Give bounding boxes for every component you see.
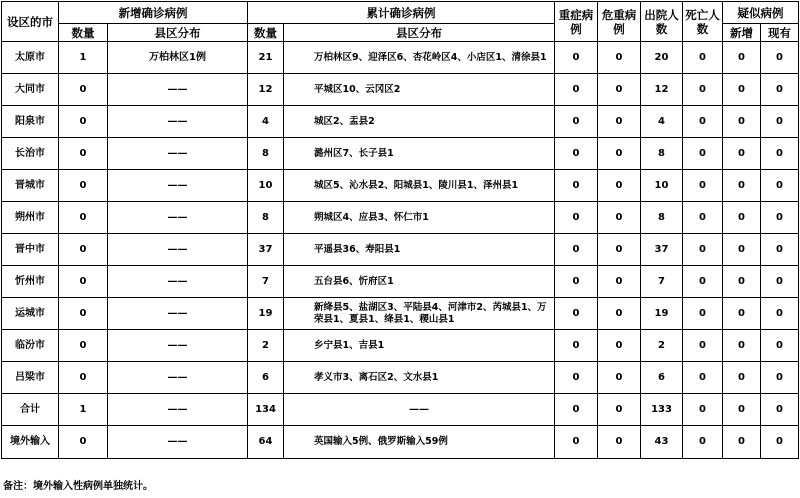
city-cell: 运城市 <box>2 298 59 330</box>
deaths-cell: 0 <box>683 138 723 170</box>
cum-count-cell: 4 <box>248 106 284 138</box>
cum-count-cell: 2 <box>248 330 284 362</box>
discharged-cell: 8 <box>641 138 683 170</box>
critical-cell: 0 <box>598 362 641 394</box>
new-district-cell: 万柏林区1例 <box>108 42 248 74</box>
suspected-current-cell: 0 <box>761 394 799 426</box>
deaths-cell: 0 <box>683 362 723 394</box>
critical-cell: 0 <box>598 170 641 202</box>
discharged-cell: 37 <box>641 234 683 266</box>
new-count-cell: 0 <box>59 138 108 170</box>
deaths-cell: 0 <box>683 106 723 138</box>
header-discharged: 出院人数 <box>641 2 683 42</box>
new-district-cell: —— <box>108 298 248 330</box>
new-count-cell: 0 <box>59 74 108 106</box>
cum-count-cell: 19 <box>248 298 284 330</box>
header-new-count: 数量 <box>59 24 108 42</box>
header-severe: 重症病例 <box>555 2 598 42</box>
suspected-current-cell: 0 <box>761 138 799 170</box>
discharged-cell: 4 <box>641 106 683 138</box>
deaths-cell: 0 <box>683 266 723 298</box>
suspected-current-cell: 0 <box>761 426 799 459</box>
new-count-cell: 0 <box>59 362 108 394</box>
critical-cell: 0 <box>598 394 641 426</box>
deaths-cell: 0 <box>683 234 723 266</box>
header-suspected-current: 现有 <box>761 24 799 42</box>
severe-cell: 0 <box>555 42 598 74</box>
severe-cell: 0 <box>555 170 598 202</box>
new-count-cell: 0 <box>59 106 108 138</box>
cum-count-cell: 10 <box>248 170 284 202</box>
new-district-cell: —— <box>108 106 248 138</box>
suspected-current-cell: 0 <box>761 202 799 234</box>
discharged-cell: 19 <box>641 298 683 330</box>
new-count-cell: 0 <box>59 298 108 330</box>
discharged-cell: 43 <box>641 426 683 459</box>
cum-district-cell: 城区2、盂县2 <box>284 106 555 138</box>
critical-cell: 0 <box>598 138 641 170</box>
cum-district-cell: 乡宁县1、吉县1 <box>284 330 555 362</box>
cum-count-cell: 7 <box>248 266 284 298</box>
new-district-cell: —— <box>108 138 248 170</box>
city-cell: 长治市 <box>2 138 59 170</box>
table-row <box>2 138 799 170</box>
header-new-district: 县区分布 <box>108 24 248 42</box>
suspected-current-cell: 0 <box>761 42 799 74</box>
table-row <box>2 362 799 394</box>
city-cell: 吕梁市 <box>2 362 59 394</box>
suspected-new-cell: 0 <box>723 426 761 459</box>
case-statistics-table <box>1 1 799 459</box>
total-row <box>2 394 799 426</box>
discharged-cell: 6 <box>641 362 683 394</box>
cum-district-cell: 潞州区7、长子县1 <box>284 138 555 170</box>
new-district-cell: —— <box>108 330 248 362</box>
footnote: 备注：境外输入性病例单独统计。 <box>3 481 153 492</box>
header-critical: 危重病例 <box>598 2 641 42</box>
deaths-cell: 0 <box>683 394 723 426</box>
table-row <box>2 170 799 202</box>
header-suspected-new: 新增 <box>723 24 761 42</box>
critical-cell: 0 <box>598 106 641 138</box>
severe-cell: 0 <box>555 394 598 426</box>
new-count-cell: 0 <box>59 330 108 362</box>
cum-count-cell: 37 <box>248 234 284 266</box>
suspected-current-cell: 0 <box>761 330 799 362</box>
suspected-new-cell: 0 <box>723 170 761 202</box>
city-cell: 合计 <box>2 394 59 426</box>
new-district-cell: —— <box>108 202 248 234</box>
cum-count-cell: 64 <box>248 426 284 459</box>
critical-cell: 0 <box>598 42 641 74</box>
deaths-cell: 0 <box>683 298 723 330</box>
discharged-cell: 10 <box>641 170 683 202</box>
suspected-current-cell: 0 <box>761 266 799 298</box>
suspected-new-cell: 0 <box>723 394 761 426</box>
new-district-cell: —— <box>108 362 248 394</box>
city-cell: 晋中市 <box>2 234 59 266</box>
cum-district-cell: 新绛县5、盐湖区3、平陆县4、河津市2、芮城县1、万荣县1、夏县1、绛县1、稷山县1 <box>284 298 555 330</box>
city-cell: 大同市 <box>2 74 59 106</box>
city-cell: 境外输入 <box>2 426 59 459</box>
severe-cell: 0 <box>555 74 598 106</box>
suspected-new-cell: 0 <box>723 330 761 362</box>
header-suspected: 疑似病例 <box>723 2 799 24</box>
critical-cell: 0 <box>598 298 641 330</box>
discharged-cell: 8 <box>641 202 683 234</box>
discharged-cell: 2 <box>641 330 683 362</box>
critical-cell: 0 <box>598 74 641 106</box>
cum-district-cell: 五台县6、忻府区1 <box>284 266 555 298</box>
new-count-cell: 0 <box>59 426 108 459</box>
imported-row <box>2 426 799 459</box>
header-cum-district: 县区分布 <box>284 24 555 42</box>
critical-cell: 0 <box>598 426 641 459</box>
new-district-cell: —— <box>108 426 248 459</box>
table-row <box>2 202 799 234</box>
cum-count-cell: 8 <box>248 202 284 234</box>
discharged-cell: 12 <box>641 74 683 106</box>
severe-cell: 0 <box>555 298 598 330</box>
table-row <box>2 42 799 74</box>
cum-district-cell: —— <box>284 394 555 426</box>
new-district-cell: —— <box>108 170 248 202</box>
table-row <box>2 234 799 266</box>
suspected-current-cell: 0 <box>761 234 799 266</box>
suspected-current-cell: 0 <box>761 298 799 330</box>
header-new-confirmed: 新增确诊病例 <box>59 2 248 24</box>
severe-cell: 0 <box>555 138 598 170</box>
city-cell: 忻州市 <box>2 266 59 298</box>
header-cum-count: 数量 <box>248 24 284 42</box>
table-row <box>2 106 799 138</box>
cum-district-cell: 朔城区4、应县3、怀仁市1 <box>284 202 555 234</box>
critical-cell: 0 <box>598 266 641 298</box>
suspected-current-cell: 0 <box>761 362 799 394</box>
new-count-cell: 0 <box>59 202 108 234</box>
suspected-new-cell: 0 <box>723 202 761 234</box>
suspected-new-cell: 0 <box>723 106 761 138</box>
severe-cell: 0 <box>555 202 598 234</box>
severe-cell: 0 <box>555 106 598 138</box>
cum-count-cell: 134 <box>248 394 284 426</box>
new-district-cell: —— <box>108 234 248 266</box>
new-count-cell: 0 <box>59 266 108 298</box>
cum-district-cell: 平城区10、云冈区2 <box>284 74 555 106</box>
header-deaths: 死亡人数 <box>683 2 723 42</box>
suspected-new-cell: 0 <box>723 74 761 106</box>
suspected-new-cell: 0 <box>723 298 761 330</box>
severe-cell: 0 <box>555 362 598 394</box>
new-count-cell: 1 <box>59 42 108 74</box>
critical-cell: 0 <box>598 330 641 362</box>
cum-district-cell: 城区5、沁水县2、阳城县1、陵川县1、泽州县1 <box>284 170 555 202</box>
discharged-cell: 20 <box>641 42 683 74</box>
suspected-new-cell: 0 <box>723 42 761 74</box>
deaths-cell: 0 <box>683 202 723 234</box>
new-count-cell: 1 <box>59 394 108 426</box>
deaths-cell: 0 <box>683 170 723 202</box>
severe-cell: 0 <box>555 330 598 362</box>
cum-district-cell: 英国输入5例、俄罗斯输入59例 <box>284 426 555 459</box>
suspected-new-cell: 0 <box>723 138 761 170</box>
city-cell: 临汾市 <box>2 330 59 362</box>
suspected-new-cell: 0 <box>723 266 761 298</box>
new-count-cell: 0 <box>59 234 108 266</box>
discharged-cell: 133 <box>641 394 683 426</box>
critical-cell: 0 <box>598 202 641 234</box>
cum-count-cell: 6 <box>248 362 284 394</box>
cum-count-cell: 8 <box>248 138 284 170</box>
table-row <box>2 330 799 362</box>
new-district-cell: —— <box>108 394 248 426</box>
discharged-cell: 7 <box>641 266 683 298</box>
severe-cell: 0 <box>555 234 598 266</box>
suspected-current-cell: 0 <box>761 170 799 202</box>
deaths-cell: 0 <box>683 74 723 106</box>
suspected-new-cell: 0 <box>723 362 761 394</box>
city-cell: 晋城市 <box>2 170 59 202</box>
deaths-cell: 0 <box>683 330 723 362</box>
severe-cell: 0 <box>555 266 598 298</box>
new-count-cell: 0 <box>59 170 108 202</box>
cum-district-cell: 万柏林区9、迎泽区6、杏花岭区4、小店区1、清徐县1 <box>284 42 555 74</box>
header-cumulative-confirmed: 累计确诊病例 <box>248 2 555 24</box>
cum-district-cell: 平遥县36、寿阳县1 <box>284 234 555 266</box>
new-district-cell: —— <box>108 266 248 298</box>
city-cell: 太原市 <box>2 42 59 74</box>
city-cell: 阳泉市 <box>2 106 59 138</box>
header-city: 设区的市 <box>2 2 59 42</box>
suspected-current-cell: 0 <box>761 74 799 106</box>
cum-count-cell: 21 <box>248 42 284 74</box>
deaths-cell: 0 <box>683 426 723 459</box>
deaths-cell: 0 <box>683 42 723 74</box>
suspected-current-cell: 0 <box>761 106 799 138</box>
table-row <box>2 298 799 330</box>
critical-cell: 0 <box>598 234 641 266</box>
cum-district-cell: 孝义市3、离石区2、文水县1 <box>284 362 555 394</box>
severe-cell: 0 <box>555 426 598 459</box>
table-row <box>2 266 799 298</box>
header-row-top <box>2 2 799 24</box>
city-cell: 朔州市 <box>2 202 59 234</box>
table-row <box>2 74 799 106</box>
suspected-new-cell: 0 <box>723 234 761 266</box>
new-district-cell: —— <box>108 74 248 106</box>
cum-count-cell: 12 <box>248 74 284 106</box>
